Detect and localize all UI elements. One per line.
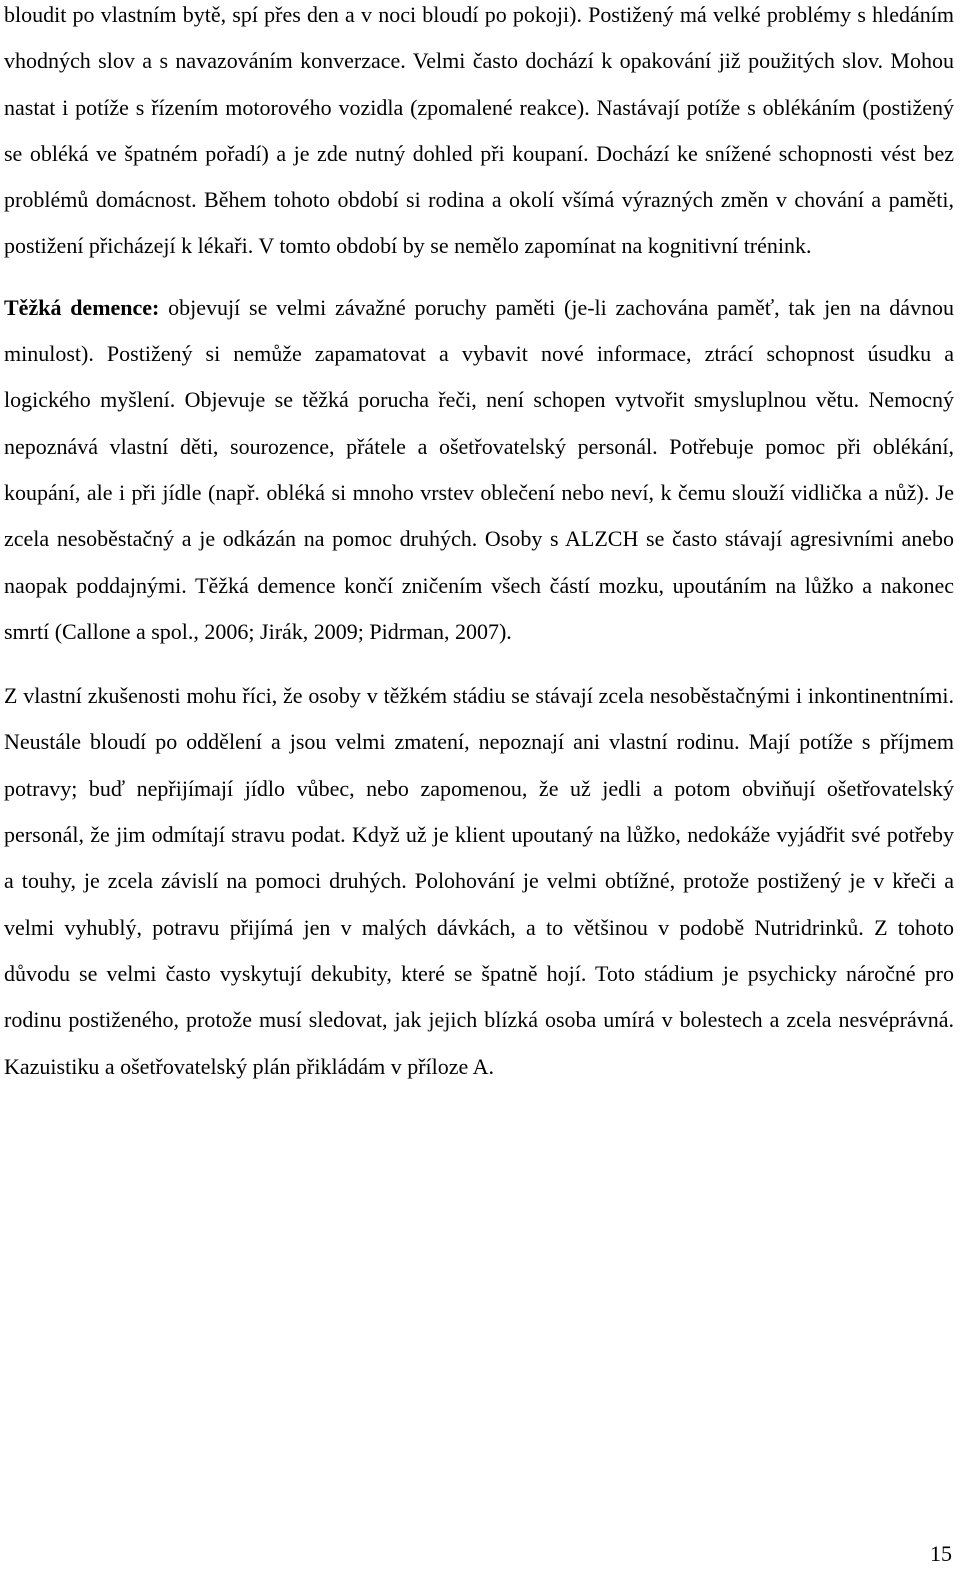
paragraph-mild-stage-continuation (4, 0, 954, 270)
paragraph-severe-dementia (4, 285, 954, 655)
paragraph-text: Z vlastní zkušenosti mohu říci, že osoby v těžkém stádiu se stávají zcela nesoběstačnými i inkontinentními. Neustále bloudí po oddělení a jsou velmi zmatení, nepoznají ani vlastní rodinu. Mají potíže s příjmem potravy; buď nepřijímají jídlo vůbec, nebo zapomenou, že už jedli a potom obviňují ošetřovatelský personál, že jim odmítají stravu podat. Když už je klient upoutaný na lůžko, nedokáže vyjádřit své potřeby a touhy, je zcela závislí na pomoci druhých. Polohování je velmi obtížné, protože postižený je v křeči a velmi vyhublý, potravu přijímá jen v malých dávkách, a to většinou v podobě Nutridrinků. Z tohoto důvodu se velmi často vyskytují dekubity, které se špatně hojí. Toto stádium je psychicky náročné pro rodinu postiženého, protože musí sledovat, jak jejich blízká osoba umírá v bolestech a zcela nesvéprávná. Kazuistiku a ošetřovatelský plán přikládám v příloze A. (4, 683, 954, 1079)
page-number: 15 (930, 1541, 952, 1566)
paragraph-personal-experience (4, 673, 954, 1090)
term-heading: Těžká demence: (4, 294, 160, 320)
paragraph-text: objevují se velmi závažné poruchy paměti (je-li zachována paměť, tak jen na dávnou minulost). Postižený si nemůže zapamatovat a vybavit nové informace, ztrácí schopnost úsudku a logického myšlení. Objevuje se těžká porucha řeči, není schopen vytvořit smysluplnou větu. Nemocný nepoznává vlastní děti, sourozence, přátele a ošetřovatelský personál. Potřebuje pomoc při oblékání, koupání, ale i při jídle (např. obléká si mnoho vrstev oblečení nebo neví, k čemu slouží vidlička a nůž). Je zcela nesoběstačný a je odkázán na pomoc druhých. Osoby s ALZCH se často stávají agresivními anebo naopak poddajnými. Těžká demence končí zničením všech částí mozku, upoutáním na lůžko a nakonec smrtí (Callone a spol., 2006; Jirák, 2009; Pidrman, 2007). (4, 294, 954, 644)
paragraph-text: bloudit po vlastním bytě, spí přes den a v noci bloudí po pokoji). Postižený má velké problémy s hledáním vhodných slov a s navazováním konverzace. Velmi často dochází k opakování již použitých slov. Mohou nastat i potíže s řízením motorového vozidla (zpomalené reakce). Nastávají potíže s oblékáním (postižený se obléká ve špatném pořadí) a je zde nutný dohled při koupaní. Dochází ke snížené schopnosti vést bez problémů domácnost. Během tohoto období si rodina a okolí všímá výrazných změn v chování a paměti, postižení přicházejí k lékaři. V tomto období by se nemělo zapomínat na kognitivní trénink. (4, 2, 954, 259)
document-page (4, 0, 954, 1090)
